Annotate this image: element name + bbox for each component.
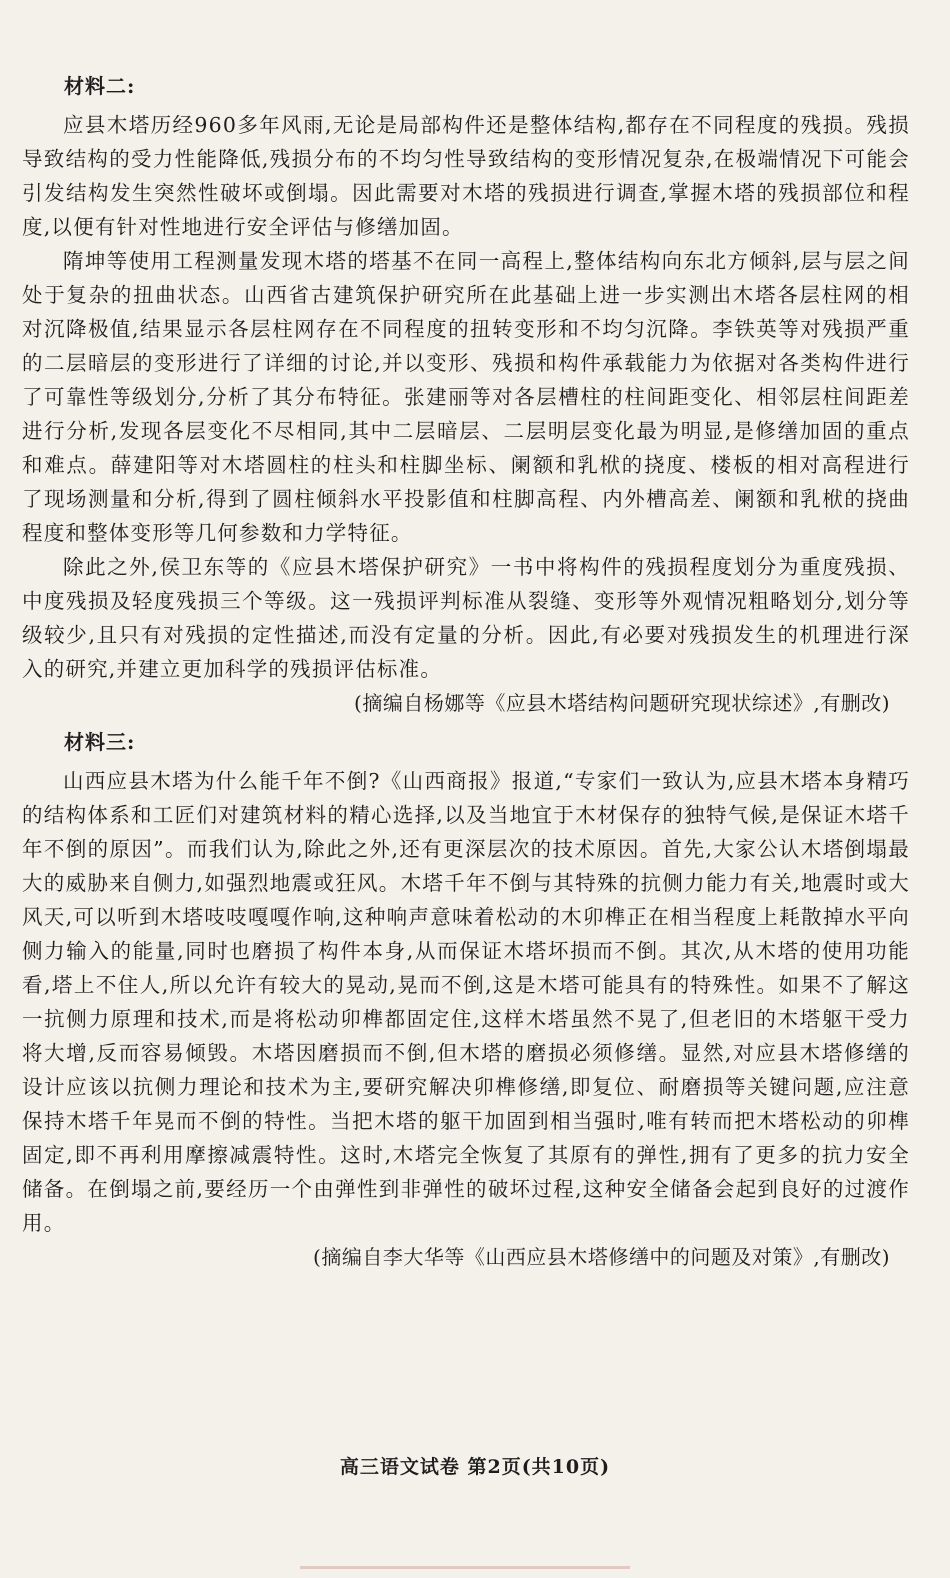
material-2-source: (摘编自杨娜等《应县木塔结构问题研究现状综述》,有删改) [354,691,890,715]
page-footer: 高三语文试卷 第2页(共10页) [339,1456,611,1478]
material-3-paragraph-1: 山西应县木塔为什么能千年不倒?《山西商报》报道,“专家们一致认为,应县木塔本身精巧的结构体系和工匠们对建筑材料的精心选择,以及当地宜于木材保存的独特气候,是保证木塔千年不倒的原因”。而我们认为,除此之外,还有更深层次的技术原因。首先,大家公认木塔倒塌最大的威胁来自侧力,如强烈地震或狂风。木塔千年不倒与其特殊的抗侧力能力有关,地震时或大风天,可以听到木塔吱吱嘎嘎作响,这种响声意味着松动的木卯榫正在相当程度上耗散掉水平向侧力输入的能量,同时也磨损了构件本身,从而保证木塔坏损而不倒。其次,从木塔的使用功能看,塔上不住人,所以允许有较大的晃动,晃而不倒,这是木塔可能具有的特殊性。如果不了解这一抗侧力原理和技术,而是将松动卯榫都固定住,这样木塔虽然不晃了,但老旧的木塔躯干受力将大增,反而容易倾毁。木塔因磨损而不倒,但木塔的磨损必须修缮。显然,对应县木塔修缮的设计应该以抗侧力理论和技术为主,要研究解决卯榫修缮,即复位、耐磨损等关键问题,应注意保持木塔千年晃而不倒的特性。当把木塔的躯干加固到相当强时,唯有转而把木塔松动的卯榫固定,即不再利用摩擦减震特性。这时,木塔完全恢复了其原有的弹性,拥有了更多的抗力安全储备。在倒塌之前,要经历一个由弹性到非弹性的破坏过程,这种安全储备会起到良好的过渡作用。 [22,769,910,1235]
material-2-paragraph-2: 隋坤等使用工程测量发现木塔的塔基不在同一高程上,整体结构向东北方倾斜,层与层之间处于复杂的扭曲状态。山西省古建筑保护研究所在此基础上进一步实测出木塔各层柱网的相对沉降极值,结果显示各层柱网存在不同程度的扭转变形和不均匀沉降。李铁英等对残损严重的二层暗层的变形进行了详细的讨论,并以变形、残损和构件承载能力为依据对各类构件进行了可靠性等级划分,分析了其分布特征。张建丽等对各层槽柱的柱间距变化、相邻层柱间距差进行分析,发现各层变化不尽相同,其中二层暗层、二层明层变化最为明显,是修缮加固的重点和难点。薛建阳等对木塔圆柱的柱头和柱脚坐标、阑额和乳栿的挠度、楼板的相对高程进行了现场测量和分析,得到了圆柱倾斜水平投影值和柱脚高程、内外槽高差、阑额和乳栿的挠曲程度和整体变形等几何参数和力学特征。 [22,249,910,545]
scan-edge-mark [300,1566,630,1569]
material-2-paragraph-1: 应县木塔历经960多年风雨,无论是局部构件还是整体结构,都存在不同程度的残损。残损导致结构的受力性能降低,残损分布的不均匀性导致结构的变形情况复杂,在极端情况下可能会引发结构发生突然性破坏或倒塌。因此需要对木塔的残损进行调查,掌握木塔的残损部位和程度,以便有针对性地进行安全评估与修缮加固。 [22,113,910,239]
material-2-paragraph-3: 除此之外,侯卫东等的《应县木塔保护研究》一书中将构件的残损程度划分为重度残损、中度残损及轻度残损三个等级。这一残损评判标准从裂缝、变形等外观情况粗略划分,划分等级较少,且只有对残损的定性描述,而没有定量的分析。因此,有必要对残损发生的机理进行深入的研究,并建立更加科学的残损评估标准。 [22,555,910,681]
material-2-heading: 材料二: [64,74,136,98]
material-3-heading: 材料三: [64,730,136,754]
material-3-source: (摘编自李大华等《山西应县木塔修缮中的问题及对策》,有删改) [313,1245,890,1269]
